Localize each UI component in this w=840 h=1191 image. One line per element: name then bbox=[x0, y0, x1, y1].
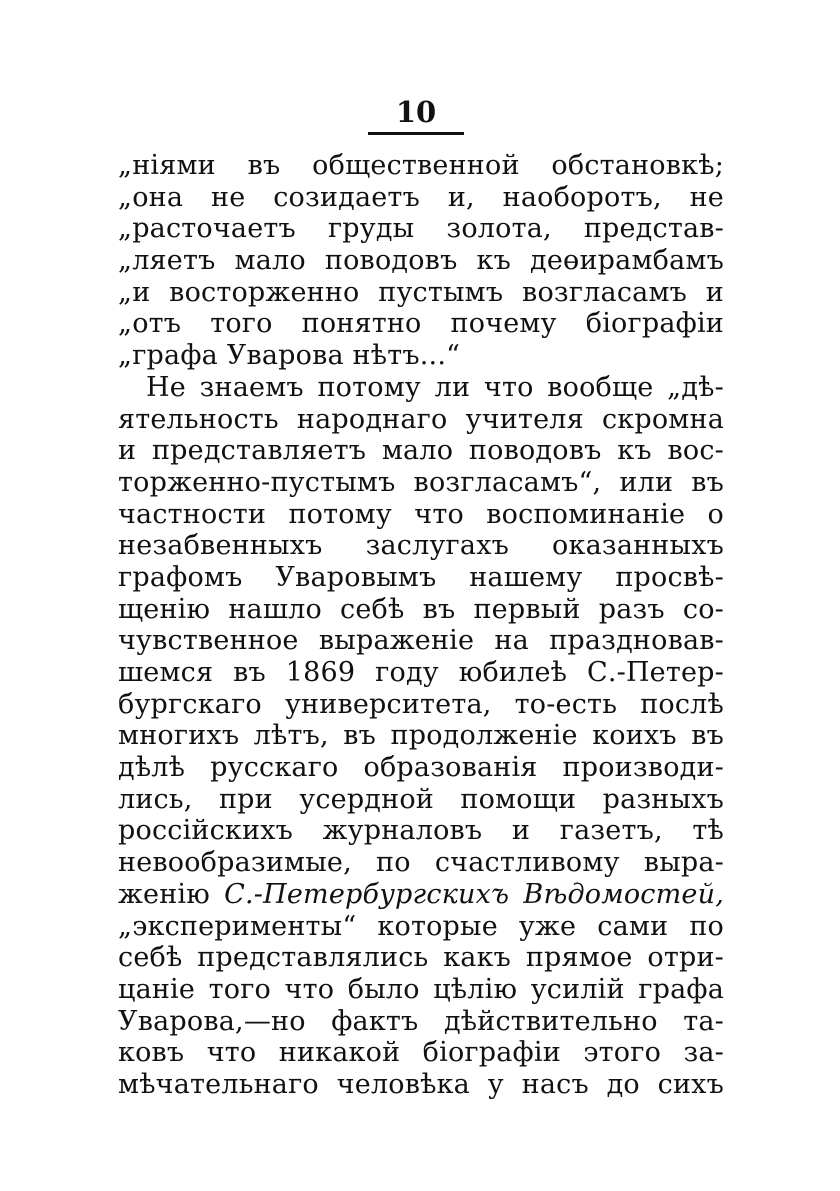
text-line: „она не созидаетъ и, наоборотъ, не bbox=[118, 181, 724, 213]
text-line: „графа Уварова нѣтъ...“ bbox=[118, 340, 461, 372]
text-line: себѣ представлялись какъ прямое отри- bbox=[118, 942, 724, 974]
text-line: бургскаго университета, то-есть послѣ bbox=[118, 688, 724, 720]
text-line: „отъ того понятно почему біографіи bbox=[118, 308, 724, 340]
text-line: дѣлѣ русскаго образованія производи- bbox=[118, 752, 724, 784]
text-line: „ніями въ общественной обстановкѣ; bbox=[118, 150, 724, 181]
text-line: частности потому что воспоминаніе о bbox=[118, 498, 724, 530]
paragraph-start-line: Не знаемъ потому ли что вообще „дѣ- bbox=[146, 371, 724, 403]
text-line: и представляетъ мало поводовъ къ вос- bbox=[118, 435, 724, 467]
page-number-rule bbox=[368, 132, 464, 135]
text-segment: женію bbox=[118, 878, 225, 910]
text-line: „эксперименты“ которые уже сами по bbox=[118, 910, 724, 942]
page-number: 10 bbox=[395, 95, 437, 129]
text-line: торженно-пустымъ возгласамъ“, или въ bbox=[118, 466, 724, 498]
text-line: чувственное выраженіе на праздновав- bbox=[118, 625, 724, 657]
text-line: лись, при усердной помощи разныхъ bbox=[118, 783, 724, 815]
text-line: щенію нашло себѣ въ первый разъ со- bbox=[118, 593, 724, 625]
text-line: „расточаетъ груды золота, представ- bbox=[118, 213, 724, 245]
text-line: мѣчательнаго человѣка у насъ до сихъ bbox=[118, 1068, 724, 1100]
text-line: ковъ что никакой біографіи этого за- bbox=[118, 1037, 724, 1069]
text-line: „ляетъ мало поводовъ къ деөирамбамъ bbox=[118, 245, 724, 277]
text-line: россійскихъ журналовъ и газетъ, тѣ bbox=[118, 815, 724, 847]
text-line: невообразимые, по счастливому выра- bbox=[118, 847, 724, 879]
italic-citation-line bbox=[118, 879, 724, 911]
body-text bbox=[118, 150, 724, 1101]
text-line: цаніе того что было цѣлію усилій графа bbox=[118, 973, 724, 1005]
text-line: шемся въ 1869 году юбилеѣ С.-Петер- bbox=[118, 657, 724, 688]
text-line: незабвенныхъ заслугахъ оказанныхъ bbox=[118, 530, 724, 562]
text-line: графомъ Уваровымъ нашему просвѣ- bbox=[118, 561, 724, 593]
text-line: Уварова,—но фактъ дѣйствительно та- bbox=[118, 1005, 724, 1037]
text-line: „и восторженно пустымъ возгласамъ и bbox=[118, 276, 724, 308]
text-line: многихъ лѣтъ, въ продолженіе коихъ въ bbox=[118, 720, 724, 752]
text-line: ятельность народнаго учителя скромна bbox=[118, 403, 724, 435]
newspaper-title: С.-Петербургскихъ Вѣдомостей, bbox=[224, 878, 724, 910]
